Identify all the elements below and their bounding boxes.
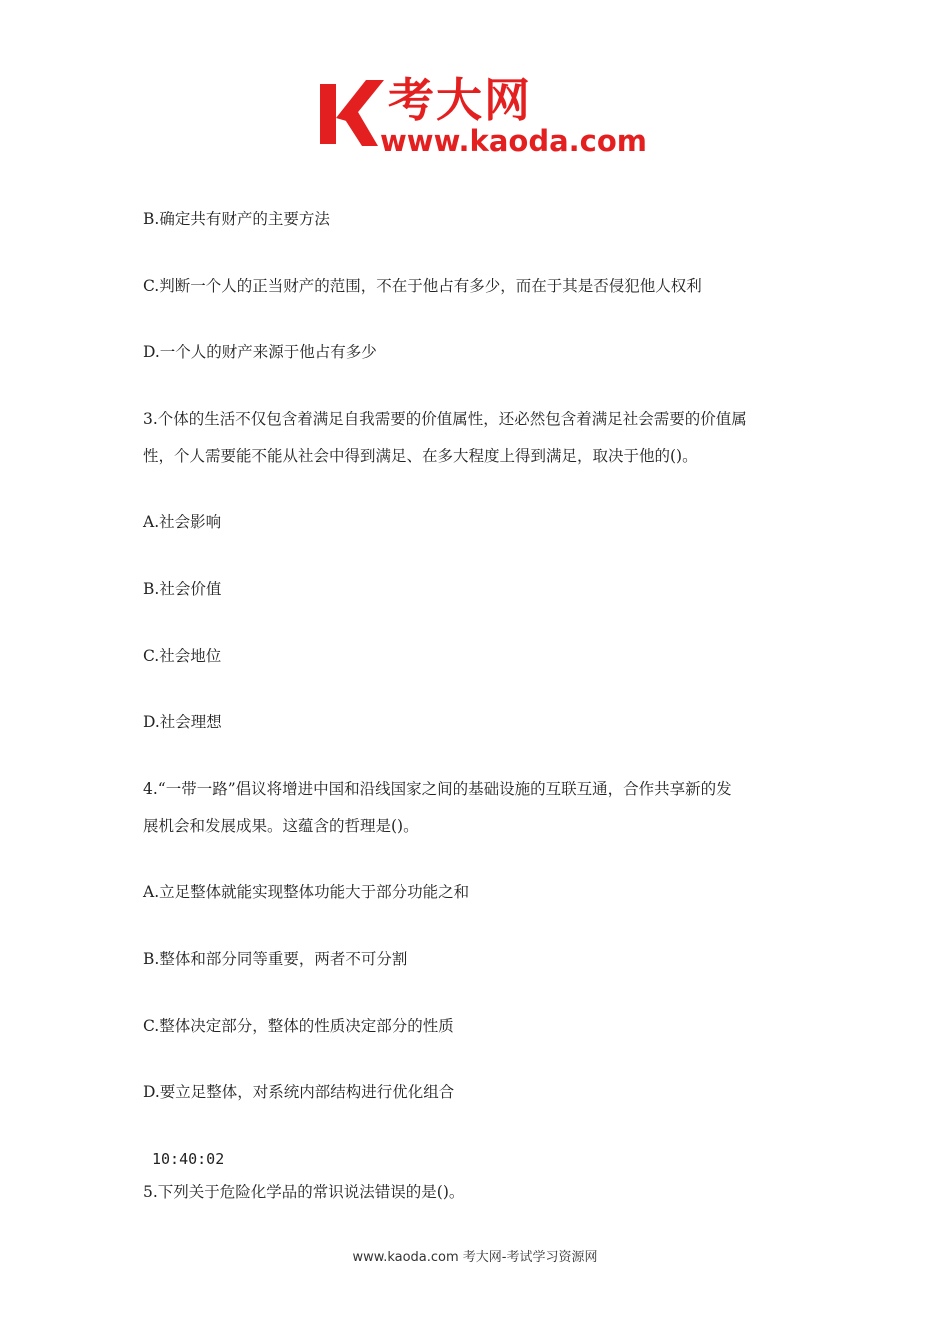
q3-option-b: B.社会价值 — [143, 580, 222, 598]
q3-stem-line-1: 3.个体的生活不仅包含着满足自我需要的价值属性，还必然包含着满足社会需要的价值属 — [143, 410, 747, 428]
site-logo[interactable] — [318, 73, 647, 158]
q3-stem-line-2: 性，个人需要能不能从社会中得到满足、在多大程度上得到满足，取决于他的()。 — [143, 447, 698, 465]
q2-option-b: B.确定共有财产的主要方法 — [143, 210, 330, 228]
q4-stem-line-1: 4.“一带一路”倡议将增进中国和沿线国家之间的基础设施的互联互通，合作共享新的发 — [143, 780, 732, 798]
q3-option-c: C.社会地位 — [143, 647, 222, 665]
q2-option-d: D.一个人的财产来源于他占有多少 — [143, 343, 377, 361]
timestamp: 10:40:02 — [152, 1150, 225, 1168]
q3-option-a: A.社会影响 — [143, 513, 222, 531]
q3-option-d: D.社会理想 — [143, 713, 222, 731]
page-footer: www.kaoda.com 考大网-考试学习资源网 — [352, 1250, 598, 1265]
k-logo-icon — [318, 78, 384, 150]
q2-option-c: C.判断一个人的正当财产的范围，不在于他占有多少，而在于其是否侵犯他人权利 — [143, 277, 702, 295]
logo-url: www.kaoda.com — [380, 124, 647, 158]
q4-option-d: D.要立足整体，对系统内部结构进行优化组合 — [143, 1083, 455, 1101]
q5-stem-line-1: 5.下列关于危险化学品的常识说法错误的是()。 — [143, 1183, 465, 1201]
logo-chinese-name: 考大网 — [388, 73, 532, 127]
q4-option-c: C.整体决定部分，整体的性质决定部分的性质 — [143, 1017, 454, 1035]
q4-option-a: A.立足整体就能实现整体功能大于部分功能之和 — [143, 883, 470, 901]
q4-stem-line-2: 展机会和发展成果。这蕴含的哲理是()。 — [143, 817, 419, 835]
q4-option-b: B.整体和部分同等重要，两者不可分割 — [143, 950, 408, 968]
